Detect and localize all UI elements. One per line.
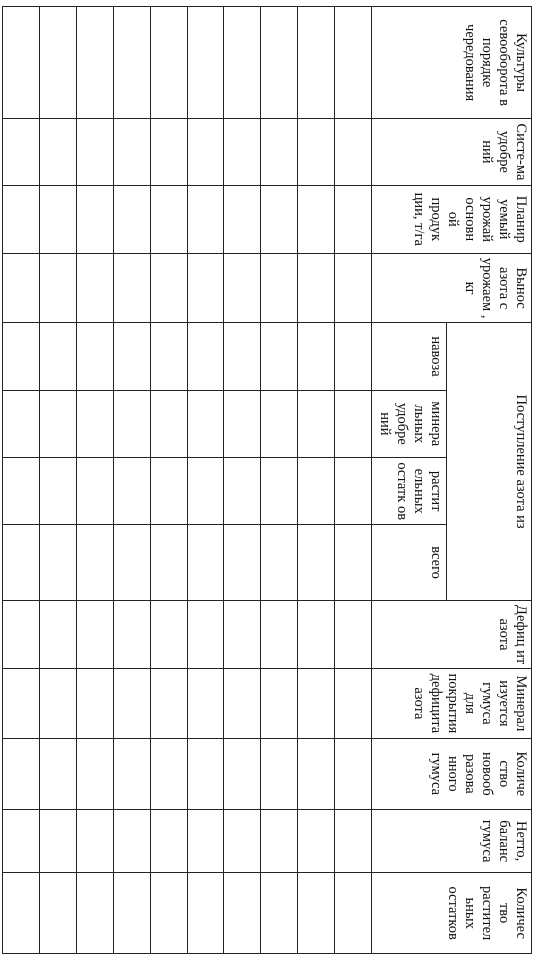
table-cell[interactable] (261, 7, 298, 119)
table-cell[interactable] (187, 185, 224, 253)
table-cell[interactable] (335, 873, 372, 954)
table-cell[interactable] (335, 669, 372, 738)
table-cell[interactable] (76, 253, 113, 322)
table-cell[interactable] (261, 600, 298, 668)
table-cell[interactable] (76, 119, 113, 185)
table-cell[interactable] (150, 600, 187, 668)
table-cell[interactable] (150, 873, 187, 954)
table-cell[interactable] (298, 738, 335, 809)
table-cell[interactable] (150, 323, 187, 390)
table-cell[interactable] (150, 810, 187, 873)
table-cell[interactable] (76, 323, 113, 390)
table-cell[interactable] (298, 600, 335, 668)
table-cell[interactable] (3, 119, 40, 185)
table-cell[interactable] (76, 810, 113, 873)
table-cell[interactable] (335, 119, 372, 185)
table-cell[interactable] (187, 873, 224, 954)
table-cell[interactable] (3, 738, 40, 809)
table-cell[interactable] (335, 738, 372, 809)
table-cell[interactable] (335, 7, 372, 119)
table-cell[interactable] (113, 323, 150, 390)
header-crops: Культуры севооборота в порядке чередования (372, 7, 532, 119)
table-row (298, 7, 335, 954)
table-cell[interactable] (298, 810, 335, 873)
table-cell[interactable] (76, 669, 113, 738)
table-cell[interactable] (113, 458, 150, 525)
table-cell[interactable] (39, 119, 76, 185)
table-cell[interactable] (150, 738, 187, 809)
table-row (335, 7, 372, 954)
subheader-mineral-fertilizers: минера льных удобре ний (372, 390, 447, 457)
subheader-manure: навоза (372, 323, 447, 390)
table-cell[interactable] (224, 253, 261, 322)
header-humus-mineralized: Минерал изуется гумуса для покрытия дефицита азота (372, 669, 532, 738)
header-nitrogen-input-group: Поступление азота из (447, 323, 532, 601)
table-cell[interactable] (3, 458, 40, 525)
table-cell[interactable] (150, 390, 187, 457)
table-row (3, 7, 40, 954)
table-cell[interactable] (39, 253, 76, 322)
table-cell[interactable] (298, 7, 335, 119)
table-cell[interactable] (298, 525, 335, 601)
table-row (224, 7, 261, 954)
header-nitrogen-deficit: Дефиц ит азота (372, 600, 532, 668)
table-cell[interactable] (187, 323, 224, 390)
table-cell[interactable] (150, 525, 187, 601)
table-cell[interactable] (298, 119, 335, 185)
table-cell[interactable] (187, 7, 224, 119)
table-cell[interactable] (335, 323, 372, 390)
table-cell[interactable] (39, 323, 76, 390)
table-cell[interactable] (113, 525, 150, 601)
table-cell[interactable] (335, 525, 372, 601)
table-cell[interactable] (298, 669, 335, 738)
table-row (76, 7, 113, 954)
table-cell[interactable] (150, 253, 187, 322)
table-cell[interactable] (224, 600, 261, 668)
table-cell[interactable] (261, 390, 298, 457)
table-cell[interactable] (76, 525, 113, 601)
table-cell[interactable] (298, 873, 335, 954)
table-cell[interactable] (39, 600, 76, 668)
header-fertilizer-system: Систе-ма удобре ний (372, 119, 532, 185)
table-cell[interactable] (76, 185, 113, 253)
table-cell[interactable] (261, 458, 298, 525)
table-cell[interactable] (3, 185, 40, 253)
table-cell[interactable] (187, 738, 224, 809)
table-cell[interactable] (3, 525, 40, 601)
table-cell[interactable] (150, 119, 187, 185)
table-cell[interactable] (3, 873, 40, 954)
table-body (3, 7, 372, 954)
table-cell[interactable] (3, 7, 40, 119)
table-cell[interactable] (113, 810, 150, 873)
table-cell[interactable] (298, 323, 335, 390)
table-cell[interactable] (224, 390, 261, 457)
table-cell[interactable] (261, 738, 298, 809)
table-cell[interactable] (3, 600, 40, 668)
table-cell[interactable] (298, 390, 335, 457)
table-cell[interactable] (39, 390, 76, 457)
table-cell[interactable] (224, 185, 261, 253)
table-row (187, 7, 224, 954)
table-cell[interactable] (261, 873, 298, 954)
table-cell[interactable] (298, 253, 335, 322)
table-cell[interactable] (224, 7, 261, 119)
table-cell[interactable] (261, 185, 298, 253)
table-cell[interactable] (76, 873, 113, 954)
table-cell[interactable] (39, 185, 76, 253)
table-cell[interactable] (187, 119, 224, 185)
table-cell[interactable] (39, 458, 76, 525)
table-cell[interactable] (150, 669, 187, 738)
table-cell[interactable] (224, 873, 261, 954)
table-cell[interactable] (335, 600, 372, 668)
table-cell[interactable] (39, 7, 76, 119)
table-cell[interactable] (76, 7, 113, 119)
table-cell[interactable] (261, 253, 298, 322)
table-cell[interactable] (113, 253, 150, 322)
table-row (113, 7, 150, 954)
table-cell[interactable] (3, 253, 40, 322)
table-cell[interactable] (187, 253, 224, 322)
table-cell[interactable] (3, 390, 40, 457)
table-cell[interactable] (76, 600, 113, 668)
table-row (261, 7, 298, 954)
table-cell[interactable] (261, 810, 298, 873)
table-cell[interactable] (187, 458, 224, 525)
table-cell[interactable] (261, 525, 298, 601)
table-cell[interactable] (113, 185, 150, 253)
table-cell[interactable] (335, 253, 372, 322)
table-row (39, 7, 76, 954)
table-cell[interactable] (335, 810, 372, 873)
table-cell[interactable] (224, 525, 261, 601)
table-cell[interactable] (150, 458, 187, 525)
nitrogen-humus-balance-table (2, 6, 532, 954)
table-cell[interactable] (39, 669, 76, 738)
header-plant-residues: Количес тво растител ьных остатков (372, 873, 532, 954)
table-cell[interactable] (39, 525, 76, 601)
subheader-total: всего (372, 525, 447, 601)
table-cell[interactable] (187, 810, 224, 873)
header-new-humus: Количе ство новооб разова нного гумуса (372, 738, 532, 809)
table-cell[interactable] (335, 390, 372, 457)
table-cell[interactable] (113, 738, 150, 809)
table-cell[interactable] (39, 873, 76, 954)
table-cell[interactable] (113, 119, 150, 185)
header-nitrogen-removal: Вынос азота с урожаем , кг (372, 253, 532, 322)
table-cell[interactable] (335, 458, 372, 525)
subheader-plant-residues: растит ельных остатк ов (372, 458, 447, 525)
table-cell[interactable] (224, 119, 261, 185)
table-cell[interactable] (224, 738, 261, 809)
table-cell[interactable] (150, 7, 187, 119)
table-cell[interactable] (224, 669, 261, 738)
table-cell[interactable] (76, 738, 113, 809)
table-cell[interactable] (187, 390, 224, 457)
table-cell[interactable] (113, 873, 150, 954)
table-cell[interactable] (113, 669, 150, 738)
table-cell[interactable] (187, 525, 224, 601)
table-cell[interactable] (3, 323, 40, 390)
table-cell[interactable] (335, 185, 372, 253)
table-cell[interactable] (261, 323, 298, 390)
table-cell[interactable] (39, 810, 76, 873)
table-cell[interactable] (187, 669, 224, 738)
table-cell[interactable] (76, 390, 113, 457)
table-cell[interactable] (224, 458, 261, 525)
table-cell[interactable] (113, 600, 150, 668)
table-cell[interactable] (224, 810, 261, 873)
header-planned-yield: Планир уемый урожай основн ой продук ции, т/га (372, 185, 532, 253)
table-cell[interactable] (298, 185, 335, 253)
table-cell[interactable] (187, 600, 224, 668)
table-cell[interactable] (298, 458, 335, 525)
table-cell[interactable] (261, 119, 298, 185)
table-cell[interactable] (76, 458, 113, 525)
table-cell[interactable] (39, 738, 76, 809)
table-cell[interactable] (3, 810, 40, 873)
table-row (150, 7, 187, 954)
table-cell[interactable] (3, 669, 40, 738)
header-net-humus-balance: Нетто, баланс гумуса (372, 810, 532, 873)
table-cell[interactable] (224, 323, 261, 390)
table-cell[interactable] (113, 7, 150, 119)
table-cell[interactable] (113, 390, 150, 457)
table-cell[interactable] (261, 669, 298, 738)
table-cell[interactable] (150, 185, 187, 253)
